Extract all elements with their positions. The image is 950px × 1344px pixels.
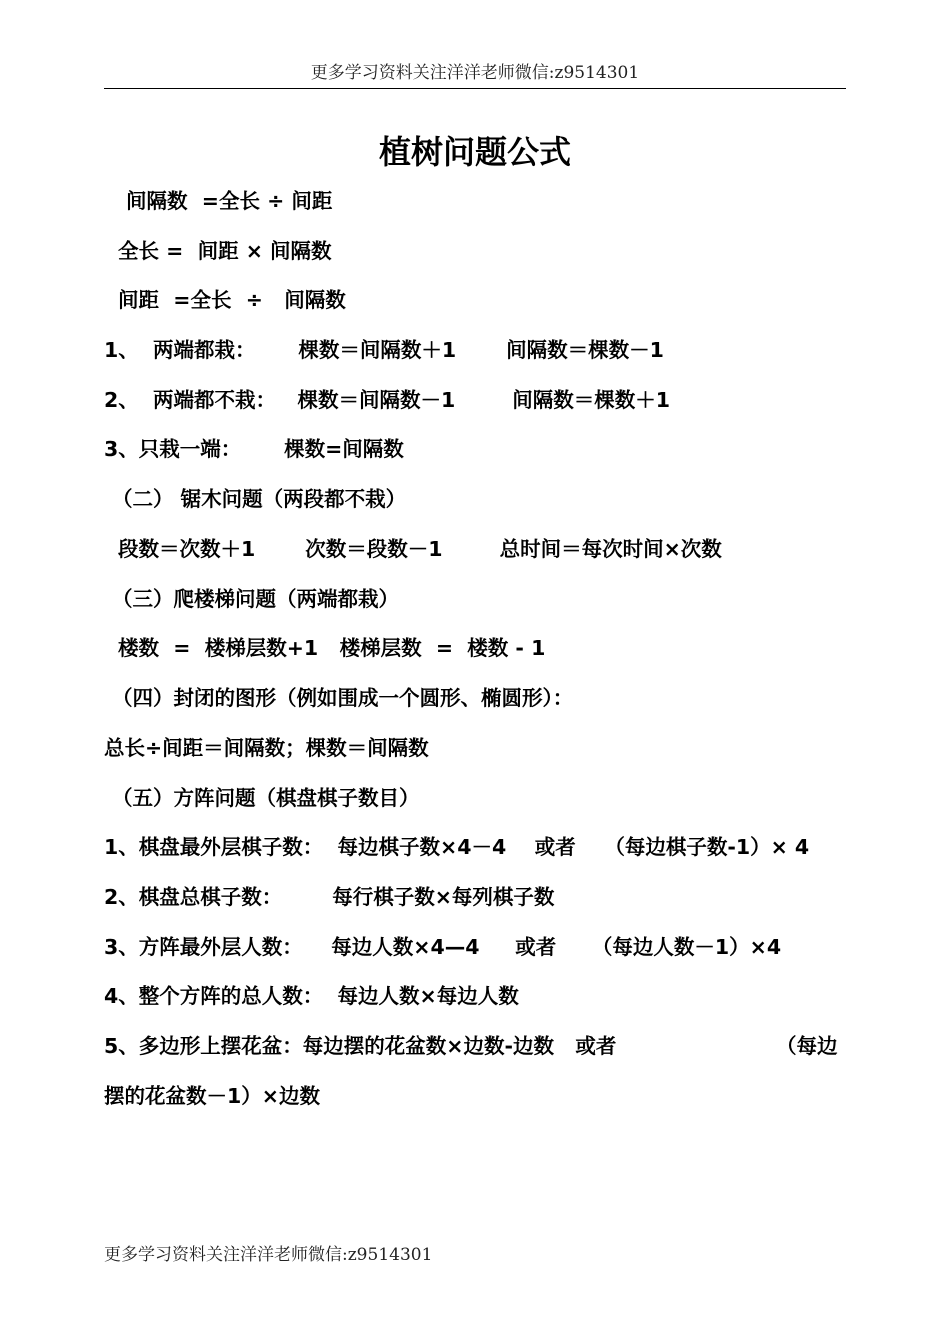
document-title: 植树问题公式 (378, 133, 571, 171)
formula-line: 3、只栽一端： 棵数=间隔数 (104, 437, 404, 461)
formula-line-continued: （每边 (776, 1034, 838, 1058)
page-header: 更多学习资料关注洋洋老师微信:z9514301 (310, 63, 640, 83)
section-heading: （五）方阵问题（棋盘棋子数目） (112, 786, 420, 810)
section-heading: （三）爬楼梯问题（两端都栽） (112, 587, 399, 611)
formula-line: 2、 两端都不栽： 棵数＝间隔数－1 间隔数＝棵数＋1 (104, 388, 671, 412)
section-heading: （二） 锯木问题（两段都不栽） (112, 487, 407, 511)
formula-line: 3、方阵最外层人数： 每边人数×4—4 或者 （每边人数－1）×4 (104, 935, 782, 959)
formula-line: 1、 两端都栽： 棵数＝间隔数＋1 间隔数＝棵数－1 (104, 338, 664, 362)
formula-line: 楼数 = 楼梯层数+1 楼梯层数 = 楼数 - 1 (118, 636, 546, 660)
formula-line: 段数＝次数＋1 次数＝段数－1 总时间＝每次时间×次数 (118, 537, 722, 561)
formula-line: 1、棋盘最外层棋子数： 每边棋子数×4－4 或者 （每边棋子数-1）× 4 (104, 835, 810, 859)
formula-line: 间隔数 =全长 ÷ 间距 (126, 189, 333, 213)
formula-line: 全长 = 间距 × 间隔数 (118, 239, 332, 263)
formula-line: 2、棋盘总棋子数： 每行棋子数×每列棋子数 (104, 885, 555, 909)
section-heading: （四）封闭的图形（例如围成一个圆形、椭圆形）： (112, 686, 574, 710)
formula-line: 总长÷间距＝间隔数；棵数＝间隔数 (104, 736, 429, 760)
page-footer: 更多学习资料关注洋洋老师微信:z9514301 (104, 1245, 433, 1265)
formula-line: 间距 =全长 ÷ 间隔数 (118, 288, 346, 312)
formula-line: 摆的花盆数－1）×边数 (104, 1084, 320, 1108)
formula-line: 5、多边形上摆花盆：每边摆的花盆数×边数-边数 或者 (104, 1034, 617, 1058)
formula-line: 4、整个方阵的总人数： 每边人数×每边人数 (104, 984, 519, 1008)
